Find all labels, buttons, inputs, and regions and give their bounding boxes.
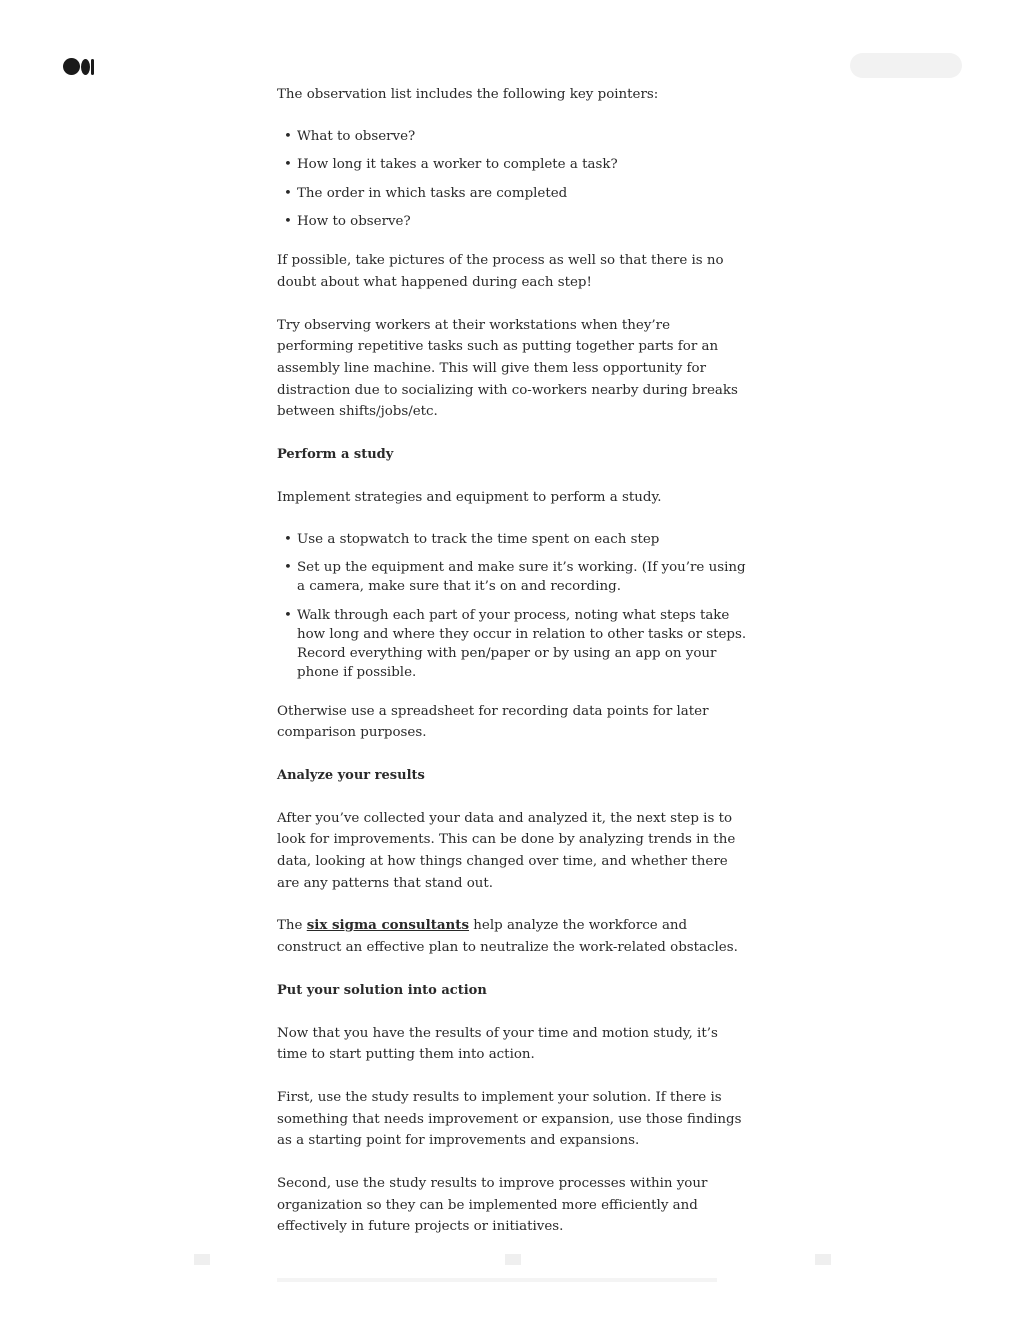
list-item: • How to observe? <box>277 212 749 231</box>
now-paragraph: Now that you have the results of your time and motion study, it’s time to start putting them into action. <box>277 1025 718 1063</box>
section-heading-action: Put your solution into action <box>277 982 487 998</box>
section-heading-analyze: Analyze your results <box>277 767 425 783</box>
workstations-paragraph: Try observing workers at their workstations when they’re performing repetitive tasks such as putting together parts for an assembly line machine. This will give them less opportunity for distraction due to socializing with co-workers nearby during breaks between shifts/jobs/etc. <box>277 317 738 420</box>
medium-logo-icon[interactable] <box>63 58 95 75</box>
list-item: • What to observe? <box>277 127 749 146</box>
study-list <box>277 530 749 682</box>
faded-text-line <box>277 1278 717 1282</box>
observation-list <box>277 127 749 232</box>
second-paragraph: Second, use the study results to improve processes within your organization so they can be implemented more efficiently and effectively in future projects or initiatives. <box>277 1176 708 1235</box>
consultants-text-before: The <box>277 918 307 934</box>
list-item: • Walk through each part of your process, noting what steps take how long and where they occur in relation to other tasks or steps. Record everything with pen/paper or by using an app on your phone if possible. <box>277 606 749 682</box>
top-bar <box>48 44 976 88</box>
list-item: • Set up the equipment and make sure it’s working. (If you’re using a camera, make sure that it’s on and recording. <box>277 558 749 596</box>
placeholder-block-right <box>815 1254 831 1265</box>
list-item: • How long it takes a worker to complete a task? <box>277 155 749 174</box>
header-placeholder-button[interactable] <box>850 53 962 78</box>
list-item: • The order in which tasks are completed <box>277 184 749 203</box>
six-sigma-consultants-link[interactable]: six sigma consultants <box>306 917 470 934</box>
pictures-paragraph: If possible, take pictures of the process as well so that there is no doubt about what happened during each step! <box>277 253 724 290</box>
intro-paragraph: The observation list includes the following key pointers: <box>277 87 659 102</box>
consultants-paragraph <box>277 915 749 958</box>
implement-paragraph: Implement strategies and equipment to perform a study. <box>277 489 662 505</box>
article-body <box>277 84 749 1240</box>
placeholder-block-left <box>194 1254 210 1265</box>
list-item: • Use a stopwatch to track the time spent on each step <box>277 530 749 549</box>
after-paragraph: After you’ve collected your data and analyzed it, the next step is to look for improvements. This can be done by analyzing trends in the data, looking at how things changed over time, and whether there are any patterns that stand out. <box>277 810 736 891</box>
spreadsheet-paragraph: Otherwise use a spreadsheet for recording data points for later comparison purposes. <box>277 703 709 741</box>
consultants-text-after: help analyze the workforce and construct an effective plan to neutralize the work-related obstacles. <box>277 918 738 956</box>
placeholder-block-center <box>505 1254 521 1265</box>
first-paragraph: First, use the study results to implement your solution. If there is something that needs improvement or expansion, use those findings as a starting point for improvements and expansions. <box>277 1089 742 1149</box>
section-heading-perform: Perform a study <box>277 447 394 463</box>
